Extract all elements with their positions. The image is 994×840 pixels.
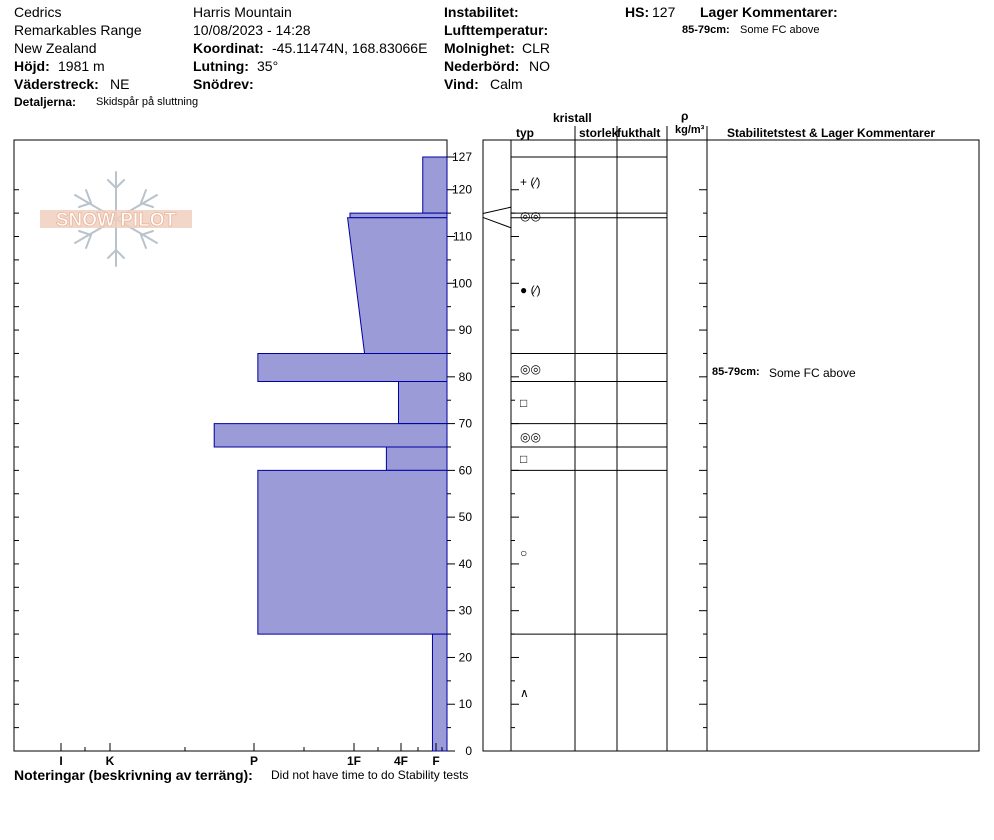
air-temperature-label: Lufttemperatur: bbox=[444, 22, 549, 38]
depth-tick-label: 90 bbox=[458, 323, 472, 338]
crystal-header: kristall bbox=[553, 111, 592, 125]
drift-label: Snödrev: bbox=[193, 76, 254, 92]
depth-tick-label: 70 bbox=[458, 416, 472, 431]
observer-name: Cedrics bbox=[14, 4, 62, 20]
details-value: Skidspår på sluttning bbox=[96, 96, 199, 108]
hardness-bar bbox=[258, 470, 447, 634]
hardness-bar bbox=[214, 424, 447, 447]
layer-comment-text: Some FC above bbox=[740, 24, 820, 36]
hardness-tick-label: F bbox=[432, 754, 440, 768]
moisture-header: fukthalt bbox=[617, 126, 661, 140]
hardness-tick-label: P bbox=[249, 754, 259, 768]
layer-connector bbox=[483, 207, 511, 213]
hardness-tick-label: 4F bbox=[393, 754, 409, 768]
crystal-type-symbol: ◎◎ bbox=[520, 362, 541, 376]
hardness-tick-label: 1F bbox=[346, 754, 362, 768]
slope-label: Lutning: bbox=[193, 58, 249, 74]
crystal-type-symbol: ∧ bbox=[520, 686, 529, 700]
notes-label: Noteringar (beskrivning av terräng): bbox=[14, 767, 253, 783]
crystal-type-symbol: ◎◎ bbox=[520, 209, 541, 223]
table-comment-text: Some FC above bbox=[769, 366, 856, 380]
aspect-label: Väderstreck: bbox=[14, 76, 99, 92]
notes-text: Did not have time to do Stability tests bbox=[271, 768, 469, 782]
layer-comment-range: 85-79cm: bbox=[682, 24, 730, 36]
hardness-bar bbox=[386, 447, 447, 470]
crystal-type-symbol: + (⁄) bbox=[520, 175, 541, 189]
aspect-value: NE bbox=[110, 76, 130, 92]
crystal-type-symbol: ◎◎ bbox=[520, 430, 541, 444]
crystal-type-symbol: □ bbox=[520, 396, 528, 410]
hardness-bar bbox=[350, 213, 447, 218]
layer-connector bbox=[483, 217, 511, 227]
elevation-label: Höjd: bbox=[14, 58, 50, 74]
density-unit-header: kg/m³ bbox=[675, 124, 705, 136]
crystal-type-symbol: □ bbox=[520, 452, 528, 466]
layer-table-frame bbox=[483, 140, 979, 751]
hardness-bar bbox=[432, 634, 447, 751]
hardness-bar bbox=[423, 157, 447, 213]
sky-label: Molnighet: bbox=[444, 40, 515, 56]
depth-tick-label: 50 bbox=[458, 510, 472, 525]
depth-tick-label: 10 bbox=[458, 697, 472, 712]
hardness-bar bbox=[399, 382, 448, 424]
depth-tick-label: 80 bbox=[458, 369, 472, 384]
depth-tick-label: 60 bbox=[458, 463, 472, 478]
depth-tick-label: 30 bbox=[458, 603, 472, 618]
coordinate-label: Koordinat: bbox=[193, 40, 264, 56]
coordinate-value: -45.11474N, 168.83066E bbox=[272, 40, 428, 56]
rho-header: ρ bbox=[681, 109, 689, 123]
crystal-type-symbol: ○ bbox=[520, 546, 528, 560]
depth-tick-label: 100 bbox=[451, 276, 472, 291]
precipitation-value: NO bbox=[529, 58, 550, 74]
depth-tick-label: 120 bbox=[451, 182, 472, 197]
hs-value: 127 bbox=[652, 4, 676, 20]
elevation-value: 1981 m bbox=[58, 58, 105, 74]
wind-label: Vind: bbox=[444, 76, 479, 92]
location-name: Harris Mountain bbox=[193, 4, 292, 20]
slope-value: 35° bbox=[257, 58, 279, 74]
table-comment-range: 85-79cm: bbox=[712, 366, 760, 378]
instability-label: Instabilitet: bbox=[444, 4, 519, 20]
range-name: Remarkables Range bbox=[14, 22, 142, 38]
layer-comments-label: Lager Kommentarer: bbox=[700, 4, 838, 20]
size-header: storlek bbox=[579, 126, 619, 140]
stability-header: Stabilitetstest & Lager Kommentarer bbox=[727, 126, 936, 140]
wind-value: Calm bbox=[490, 76, 523, 92]
type-header: typ bbox=[516, 126, 534, 140]
depth-tick-label: 20 bbox=[458, 650, 472, 665]
snowpilot-logo-text: SNOW PILOT bbox=[55, 210, 177, 231]
hardness-bar bbox=[348, 218, 447, 354]
hardness-tick-label: I bbox=[59, 754, 63, 768]
depth-tick-label: 0 bbox=[465, 744, 472, 758]
hardness-tick-label: K bbox=[105, 754, 115, 768]
depth-tick-label: 40 bbox=[458, 556, 472, 571]
details-label: Detaljerna: bbox=[14, 95, 77, 109]
precipitation-label: Nederbörd: bbox=[444, 58, 520, 74]
country-name: New Zealand bbox=[14, 40, 97, 56]
hs-label: HS: bbox=[625, 4, 650, 20]
hardness-bar bbox=[258, 353, 447, 381]
depth-tick-label: 110 bbox=[452, 229, 472, 244]
datetime: 10/08/2023 - 14:28 bbox=[193, 22, 311, 38]
sky-value: CLR bbox=[522, 40, 551, 56]
crystal-type-symbol: ● (⁄) bbox=[520, 283, 541, 297]
depth-tick-label: 127 bbox=[451, 150, 472, 164]
